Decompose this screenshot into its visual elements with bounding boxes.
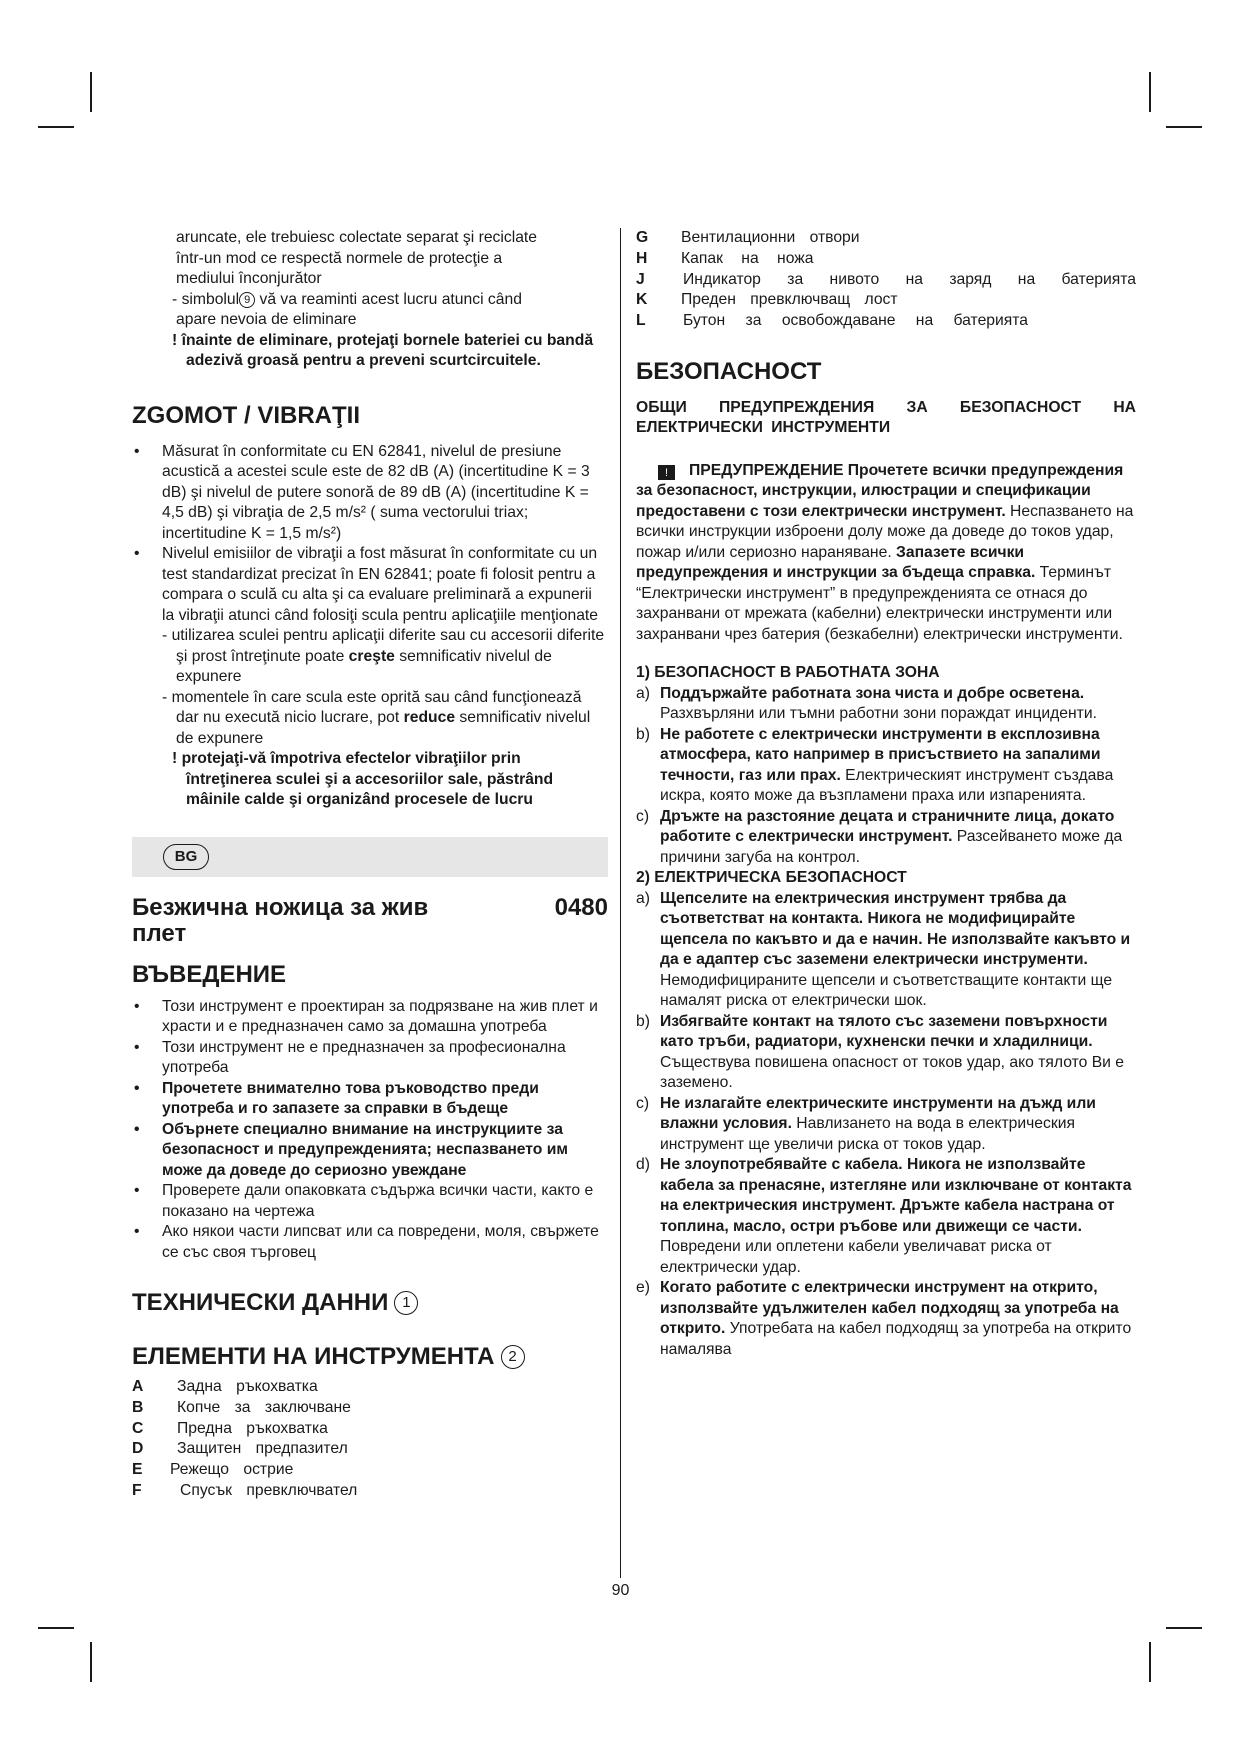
noise-vibration-title: ZGOMOT / VIBRAŢII xyxy=(132,401,360,429)
text-span: Избягвайте контакт на тялото със заземени повърхности като тръби, радиатори, кухненски печки и хладилници. xyxy=(660,1012,1108,1051)
technical-data-title xyxy=(132,1289,608,1317)
part-label: Бутон за освобождаване на батерията xyxy=(683,312,1029,330)
part-key: F xyxy=(132,1481,142,1499)
intro-bullet-6: • Ако някои части липсват или са повредени, моля, свържете се със своя търговец xyxy=(132,1222,608,1263)
crop-mark xyxy=(1166,126,1202,128)
part-row xyxy=(636,249,1136,270)
text-span: Запазете всички предупреждения и инструкции за бъдеща справка. xyxy=(636,543,1036,582)
part-label: Вентилационни отвори xyxy=(681,229,860,246)
part-label: Спусък превключвател xyxy=(180,1481,358,1499)
item-letter: b) xyxy=(636,1012,650,1030)
part-label: Преден превключващ лост xyxy=(681,291,898,309)
battery-warning: ! înainte de eliminare, protejaţi bornele bateriei cu bandă adezivă groasă pentru a preveni scurtcircuitele. xyxy=(172,331,594,369)
text-span: semnificativ nivelul de expunere xyxy=(176,709,591,747)
elec-item-b xyxy=(636,1012,1136,1094)
part-row xyxy=(636,290,1136,311)
intro-bullet-3: • Прочетете внимателно това ръководство преди употреба и го запазете за справки в бъдеще xyxy=(132,1079,608,1120)
text-span: Дръжте на разстояние децата и страничните лица, докато работите с електрически инструмент. xyxy=(660,807,1115,846)
part-key: B xyxy=(132,1398,144,1416)
item-letter: c) xyxy=(636,807,650,825)
crop-mark xyxy=(90,72,92,112)
part-row xyxy=(636,270,1136,291)
part-key: D xyxy=(132,1440,144,1458)
elec-item-c xyxy=(636,1094,1136,1156)
text-span: Разсейването може да причини загуба на контрол. xyxy=(660,828,1123,866)
parts-list-left xyxy=(132,1377,608,1502)
elec-item-e xyxy=(636,1278,1136,1360)
electrical-safety-title: 2) ЕЛЕКТРИЧЕСКА БЕЗОПАСНОСТ xyxy=(636,869,907,887)
crop-mark xyxy=(1149,1642,1151,1682)
part-key: C xyxy=(132,1419,144,1437)
text-line: apare nevoia de eliminare xyxy=(176,311,357,328)
text-span: reduce xyxy=(403,709,456,726)
part-row xyxy=(132,1439,608,1460)
text-span: vă va reaminti acest lucru atunci când xyxy=(255,290,522,308)
part-label: Капак на ножа xyxy=(681,249,814,267)
item-letter: c) xyxy=(636,1094,650,1112)
text-span: Щепселите на електрическия инструмент трябва да съответстват на контакта. Никога не модифицирайте щепсела по какъвто и да е начин. Не използвайте какъвто и да е адаптер със заземени електрически инструменти. xyxy=(660,889,1131,969)
right-column xyxy=(636,228,1136,1360)
text-span: - utilizarea sculei pentru aplicaţii diferite sau cu accesorii diferite şi prost întreţinute poate xyxy=(162,627,605,665)
text-span: Не злоупотребявайте с кабела. Никога не използвайте кабела за пренасяне, изтегляне или изключване от контакта на електрическия инструмент. Дръжте кабела настрана от топлина, масло, остри ръбове или движещи се части. xyxy=(660,1156,1132,1235)
noise-dash-2 xyxy=(132,688,608,750)
text-span: semnificativ nivelul de expunere xyxy=(176,647,552,685)
part-key: H xyxy=(636,249,648,267)
language-badge: BG xyxy=(163,844,209,870)
crop-mark xyxy=(38,1627,74,1629)
disposal-continuation xyxy=(132,228,608,290)
part-label: Индикатор за нивото на заряд на батерията xyxy=(683,270,1137,288)
text-span: ПРЕДУПРЕЖДЕНИЕ Прочетете всички предупреждения за безопасност, инструкции, илюстрации и спецификации предоставени с този електрически инструмент. xyxy=(636,461,1124,520)
text-span: Терминът “Електрически инструмент” в предупрежденията се отнася до захранвани от мрежата (кабелни) електрически инструменти или захранвани чрез батерия (безкабелни) електрически инструменти. xyxy=(636,564,1123,643)
item-letter: b) xyxy=(636,725,650,743)
crop-mark xyxy=(38,126,74,128)
part-row xyxy=(132,1377,608,1398)
page-number: 90 xyxy=(611,1582,630,1599)
work-item-b xyxy=(636,725,1136,807)
item-letter: d) xyxy=(636,1156,650,1174)
general-warning-paragraph xyxy=(636,461,1136,646)
elements-title xyxy=(132,1343,608,1371)
text-span: Съществува повишена опасност от токов удар, ако тялото Ви е заземено. xyxy=(660,1053,1125,1092)
intro-bullet-1: • Този инструмент е проектиран за подрязване на жив плет и храсти и е предназначен само за домашна употреба xyxy=(132,997,608,1038)
part-key: K xyxy=(636,291,648,309)
crop-mark xyxy=(1166,1627,1202,1629)
text-span: ТЕХНИЧЕСКИ ДАННИ xyxy=(132,1289,389,1316)
safety-title: БЕЗОПАСНОСТ xyxy=(636,357,822,385)
left-column xyxy=(132,228,608,1502)
part-row xyxy=(132,1460,608,1481)
product-header xyxy=(132,895,608,947)
work-item-a xyxy=(636,684,1136,725)
language-bar xyxy=(132,837,608,877)
elec-item-d xyxy=(636,1155,1136,1278)
elec-item-a xyxy=(636,889,1136,1012)
work-area-safety-title: 1) БЕЗОПАСНОСТ В РАБОТНАТА ЗОНА xyxy=(636,664,940,682)
part-label: Копче за заключване xyxy=(177,1398,351,1416)
text-span: Употребата на кабел подходящ за употреба на открито намалява xyxy=(660,1320,1132,1358)
text-span: Разхвърляни или тъмни работни зони пораждат инциденти. xyxy=(660,705,1097,723)
crop-mark xyxy=(90,1642,92,1682)
work-item-c xyxy=(636,807,1136,869)
product-title: Безжична ножица за жив плет xyxy=(132,893,429,947)
text-line: într-un mod ce respectă normele de protecţie a xyxy=(176,249,503,267)
text-line: mediului înconjurător xyxy=(176,270,322,287)
figure-2-icon: 2 xyxy=(501,1345,525,1369)
crop-mark xyxy=(1149,72,1151,112)
column-divider xyxy=(620,228,621,1578)
text-span: - momentele în care scula este oprită sau când funcţionează dar nu execută nicio lucrare, pot xyxy=(162,688,582,726)
text-span: Не работете с електрически инструменти в експлозивна атмосфера, като например в присъствието на запалими течности, газ или прах. xyxy=(660,725,1101,784)
text-line: aruncate, ele trebuiesc colectate separat şi reciclate xyxy=(176,229,538,246)
part-row xyxy=(132,1481,608,1502)
text-span: creşte xyxy=(348,647,395,665)
noise-bullet-1: • Măsurat în conformitate cu EN 62841, nivelul de presiune acustică a acestei scule este de 82 dB (A) (incertitudine K = 3 dB) şi nivelul de putere sonoră de 89 dB (A) (incertitudine K = 4,5 dB) şi vibraţia de 2,5 m/s² ( suma vectorului triax; incertitudine K = 1,5 m/s²) xyxy=(132,442,608,545)
noise-bullet-2: • Nivelul emisiilor de vibraţii a fost măsurat în conformitate cu un test standardizat precizat în EN 62841; poate fi folosit pentru a compara o sculă cu alta şi ca evaluare preliminară a expunerii la vibraţii atunci când folosiţi scula pentru aplicaţiile menţionate xyxy=(132,544,608,626)
item-letter: a) xyxy=(636,684,650,702)
figure-1-icon: 1 xyxy=(394,1291,418,1315)
symbol-line xyxy=(132,290,608,311)
part-row xyxy=(132,1398,608,1419)
part-label: Защитен предпазител xyxy=(177,1440,348,1458)
part-label: Режещо острие xyxy=(170,1461,294,1479)
intro-bullet-4: • Обърнете специално внимание на инструкциите за безопасност и предупрежденията; неспазването им може да доведе до сериозно увеждане xyxy=(132,1120,608,1182)
part-key: G xyxy=(636,229,649,246)
item-letter: e) xyxy=(636,1279,650,1297)
text-span: Немодифицираните щепсели и съответстващите контакти ще намалят риска от електрически шок. xyxy=(660,971,1113,1010)
part-row xyxy=(636,311,1136,332)
text-span: ЕЛЕМЕНТИ НА ИНСТРУМЕНТА xyxy=(132,1343,495,1370)
product-code: 0480 xyxy=(554,893,608,921)
item-letter: a) xyxy=(636,889,650,907)
part-row xyxy=(636,228,1136,249)
part-key: A xyxy=(132,1378,144,1395)
intro-bullet-2: • Този инструмент не е предназначен за професионална употреба xyxy=(132,1038,608,1079)
parts-list-right xyxy=(636,228,1136,332)
part-key: L xyxy=(636,312,646,330)
part-label: Задна ръкохватка xyxy=(177,1378,318,1395)
introduction-title: ВЪВЕДЕНИЕ xyxy=(132,960,287,988)
noise-dash-1 xyxy=(132,626,608,688)
text-span: Неспазването на всички инструкции изброени долу може да доведе до токов удар, пожар и/или сериозно нараняване. xyxy=(636,502,1134,561)
text-span: Поддържайте работната зона чиста и добре осветена. xyxy=(660,684,1085,702)
text-span: Електрическият инструмент създава искра, която може да възпламени праха или изпаренията. xyxy=(660,766,1114,805)
text-span: Не излагайте електрическите инструменти на дъжд или влажни условия. xyxy=(660,1094,1096,1133)
intro-bullet-5: • Проверете дали опаковката съдържа всички части, както е показано на чертежа xyxy=(132,1181,608,1222)
text-span: Повредени или оплетени кабели увеличават риска от електрически удар. xyxy=(660,1238,1052,1276)
symbol-9-icon: 9 xyxy=(239,292,255,308)
text-span: Навлизането на вода в електрическия инструмент ще увеличи риска от токов удар. xyxy=(660,1115,1075,1153)
part-row xyxy=(132,1419,608,1440)
text-span: - simbolul xyxy=(172,290,240,308)
vibration-warning: ! protejaţi-vă împotriva efectelor vibraţiilor prin întreţinerea sculei şi a accesoriilor sale, păstrând mâinile calde şi organizând procesele de lucru xyxy=(172,750,554,808)
part-key: E xyxy=(132,1461,143,1479)
part-label: Предна ръкохватка xyxy=(177,1419,328,1437)
general-warnings-title: ОБЩИ ПРЕДУПРЕЖДЕНИЯ ЗА БЕЗОПАСНОСТ НА ЕЛЕКТРИЧЕСКИ ИНСТРУМЕНТИ xyxy=(636,398,1136,437)
text-span: Когато работите с електрически инструмент на открито, използвайте удължителен кабел подходящ за употреба на открито. xyxy=(660,1279,1119,1338)
warning-icon: ! xyxy=(658,465,675,480)
part-key: J xyxy=(636,270,645,288)
